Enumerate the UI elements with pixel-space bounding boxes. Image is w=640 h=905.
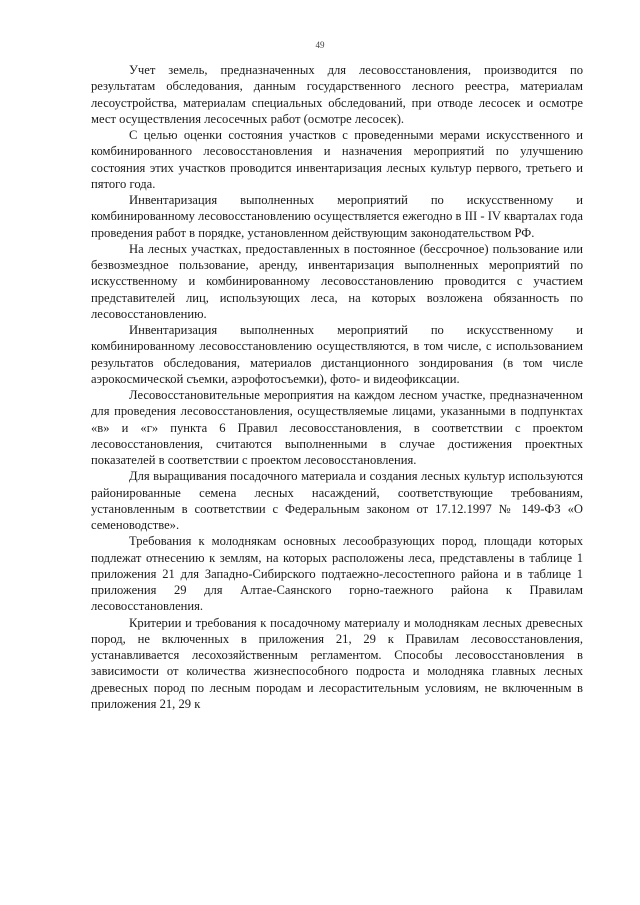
- paragraph-inventory-schedule: Инвентаризация выполненных мероприятий по искусственному и комбинированному лесовосстановлению осуществляется ежегодно в III - IV кварталах года проведения работ в порядке, установленном действующим законодательством РФ.: [91, 193, 583, 240]
- paragraph-planting-criteria: Критерии и требования к посадочному материалу и молоднякам лесных древесных пород, не включенных в приложения 21, 29 к Правилам лесовосстановления, устанавливается лесохозяйственным регламентом. Способы лесовосстановления в зависимости от количества жизнеспособного подроста и молодняка главных лесных древесных пород по лесным породам и лесорастительным условиям, не включенным в приложения 21, 29 к: [91, 615, 583, 711]
- paragraph-seed-requirements: Для выращивания посадочного материала и создания лесных культур используются районированные семена лесных насаждений, соответствующие требованиям, установленным в соответствии с Федеральным законом от 17.12.1997 № 149-ФЗ «О семеноводстве».: [91, 469, 583, 532]
- paragraph-land-accounting: Учет земель, предназначенных для лесовосстановления, производится по результатам обследования, данным государственного лесного реестра, материалам лесоустройства, материалам специальных обследований, при отводе лесосек и осмотре мест осуществления лесосечных работ (осмотре лесосек).: [91, 63, 583, 126]
- paragraph-completion-criteria: Лесовосстановительные мероприятия на каждом лесном участке, предназначенном для проведения лесовосстановления, осуществляемые лицами, указанными в подпунктах «в» и «г» пункта 6 Правил лесовосстановления, в соответствии с проектом лесовосстановления, считаются выполненными в случае достижения проектных показателей в соответствии с проектом лесовосстановления.: [91, 388, 583, 467]
- body-text: [91, 62, 583, 712]
- paragraph-remote-sensing: Инвентаризация выполненных мероприятий по искусственному и комбинированному лесовосстановлению осуществляются, в том числе, с использованием результатов обследования, материалов дистанционного зондирования (в том числе аэрокосмической съемки, аэрофотосъемки), фото- и видеофиксации.: [91, 323, 583, 386]
- paragraph-leased-plots: На лесных участках, предоставленных в постоянное (бессрочное) пользование или безвозмездное пользование, аренду, инвентаризация выполненных мероприятий по искусственному и комбинированному лесовосстановлению проводится с участием представителей лиц, использующих леса, на которых возложена обязанность по лесовосстановлению.: [91, 241, 583, 321]
- paragraph-culture-inventory: С целью оценки состояния участков с проведенными мерами искусственного и комбинированного лесовосстановления и назначения мероприятий по улучшению состояния этих участков проводится инвентаризация лесных культур первого, третьего и пятого года.: [91, 128, 583, 191]
- paragraph-young-stand-requirements: Требования к молоднякам основных лесообразующих пород, площади которых подлежат отнесению к землям, на которых расположены леса, представлены в таблице 1 приложения 21 для Западно-Сибирского подтаежно-лесостепного района и в таблице 1 приложения 29 для Алтае-Саянского горно-таежного района к Правилам лесовосстановления.: [91, 534, 583, 614]
- page-number: 49: [315, 40, 325, 50]
